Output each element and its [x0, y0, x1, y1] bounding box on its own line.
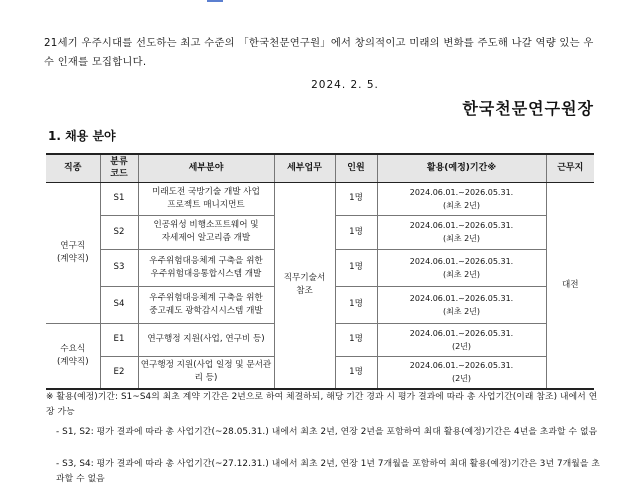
cell-code: S4 — [100, 286, 138, 323]
header-code: 분류 코드 — [100, 154, 138, 182]
cell-period: 2024.06.01.~2026.05.31. (최초 2년) — [377, 215, 546, 249]
group-research: 연구직 (계약직) — [46, 182, 100, 323]
announcement-date: 2024. 2. 5. — [311, 79, 379, 91]
cell-location-merged: 대전 — [546, 182, 594, 389]
cell-duty-merged: 직무기술서 참조 — [274, 182, 335, 389]
cell-field: 연구행정 지원(사업, 연구비 등) — [138, 323, 274, 356]
header-location: 근무지 — [546, 154, 594, 182]
header-period: 활용(예정)기간※ — [377, 154, 546, 182]
cell-code: S3 — [100, 249, 138, 286]
note-s1-s2: - S1, S2: 평가 결과에 따라 총 사업기간(~28.05.31.) 내에서 최초 2년, 연장 2년을 포함하여 최대 활용(예정)기간은 4년을 초과할 수 없음 — [56, 427, 598, 437]
header-count: 인원 — [335, 154, 377, 182]
cell-code: E2 — [100, 356, 138, 389]
cell-period: 2024.06.01.~2026.05.31. (2년) — [377, 323, 546, 356]
cell-period: 2024.06.01.~2026.05.31. (2년) — [377, 356, 546, 389]
cell-period: 2024.06.01.~2026.05.31. (최초 2년) — [377, 249, 546, 286]
cell-count: 1명 — [335, 323, 377, 356]
section-title: 1. 채용 분야 — [48, 129, 116, 143]
cell-field: 우주위험대응체계 구축을 위한 중고궤도 광학감시시스템 개발 — [138, 286, 274, 323]
cell-code: S1 — [100, 182, 138, 215]
cell-field: 연구행정 지원(사업 일정 및 문서관리 등) — [138, 356, 274, 389]
cell-field: 우주위험대응체계 구축을 위한 우주위험대응통합시스템 개발 — [138, 249, 274, 286]
cell-count: 1명 — [335, 356, 377, 389]
header-job-type: 직종 — [46, 154, 100, 182]
organization-signature: 한국천문연구원장 — [462, 99, 594, 118]
cell-code: E1 — [100, 323, 138, 356]
cell-field: 인공위성 비행소프트웨어 및 자세제어 알고리즘 개발 — [138, 215, 274, 249]
cell-code: S2 — [100, 215, 138, 249]
cell-period: 2024.06.01.~2026.05.31. (최초 2년) — [377, 286, 546, 323]
table-row — [46, 182, 594, 215]
top-accent-line — [207, 0, 223, 2]
cell-count: 1명 — [335, 286, 377, 323]
header-duty: 세부업무 — [274, 154, 335, 182]
cell-count: 1명 — [335, 215, 377, 249]
intro-paragraph: 21세기 우주시대를 선도하는 최고 수준의 「한국천문연구원」에서 창의적이고 미래의 변화를 주도해 나갈 역량 있는 우수 인재를 모집합니다. — [44, 37, 594, 68]
group-admin: 수요식 (계약직) — [46, 323, 100, 389]
cell-count: 1명 — [335, 182, 377, 215]
header-field: 세부분야 — [138, 154, 274, 182]
cell-field: 미래도전 국방기술 개발 사업 프로젝트 매니지먼트 — [138, 182, 274, 215]
cell-count: 1명 — [335, 249, 377, 286]
note-main: ※ 활용(예정)기간: S1~S4의 최초 계약 기간은 2년으로 하여 체결하되, 해당 기간 경과 시 평가 결과에 따라 총 사업기간(이래 참조) 내에서 연장 가능 — [46, 392, 598, 417]
note-s3-s4: - S3, S4: 평가 결과에 따라 총 사업기간(~27.12.31.) 내에서 최초 2년, 연장 1년 7개월을 포함하여 최대 활용(예정)기간은 3년 7개월을 초과할 수 없음 — [56, 459, 600, 484]
table-header-row — [46, 154, 594, 182]
recruitment-table — [46, 153, 594, 390]
cell-period: 2024.06.01.~2026.05.31. (최초 2년) — [377, 182, 546, 215]
